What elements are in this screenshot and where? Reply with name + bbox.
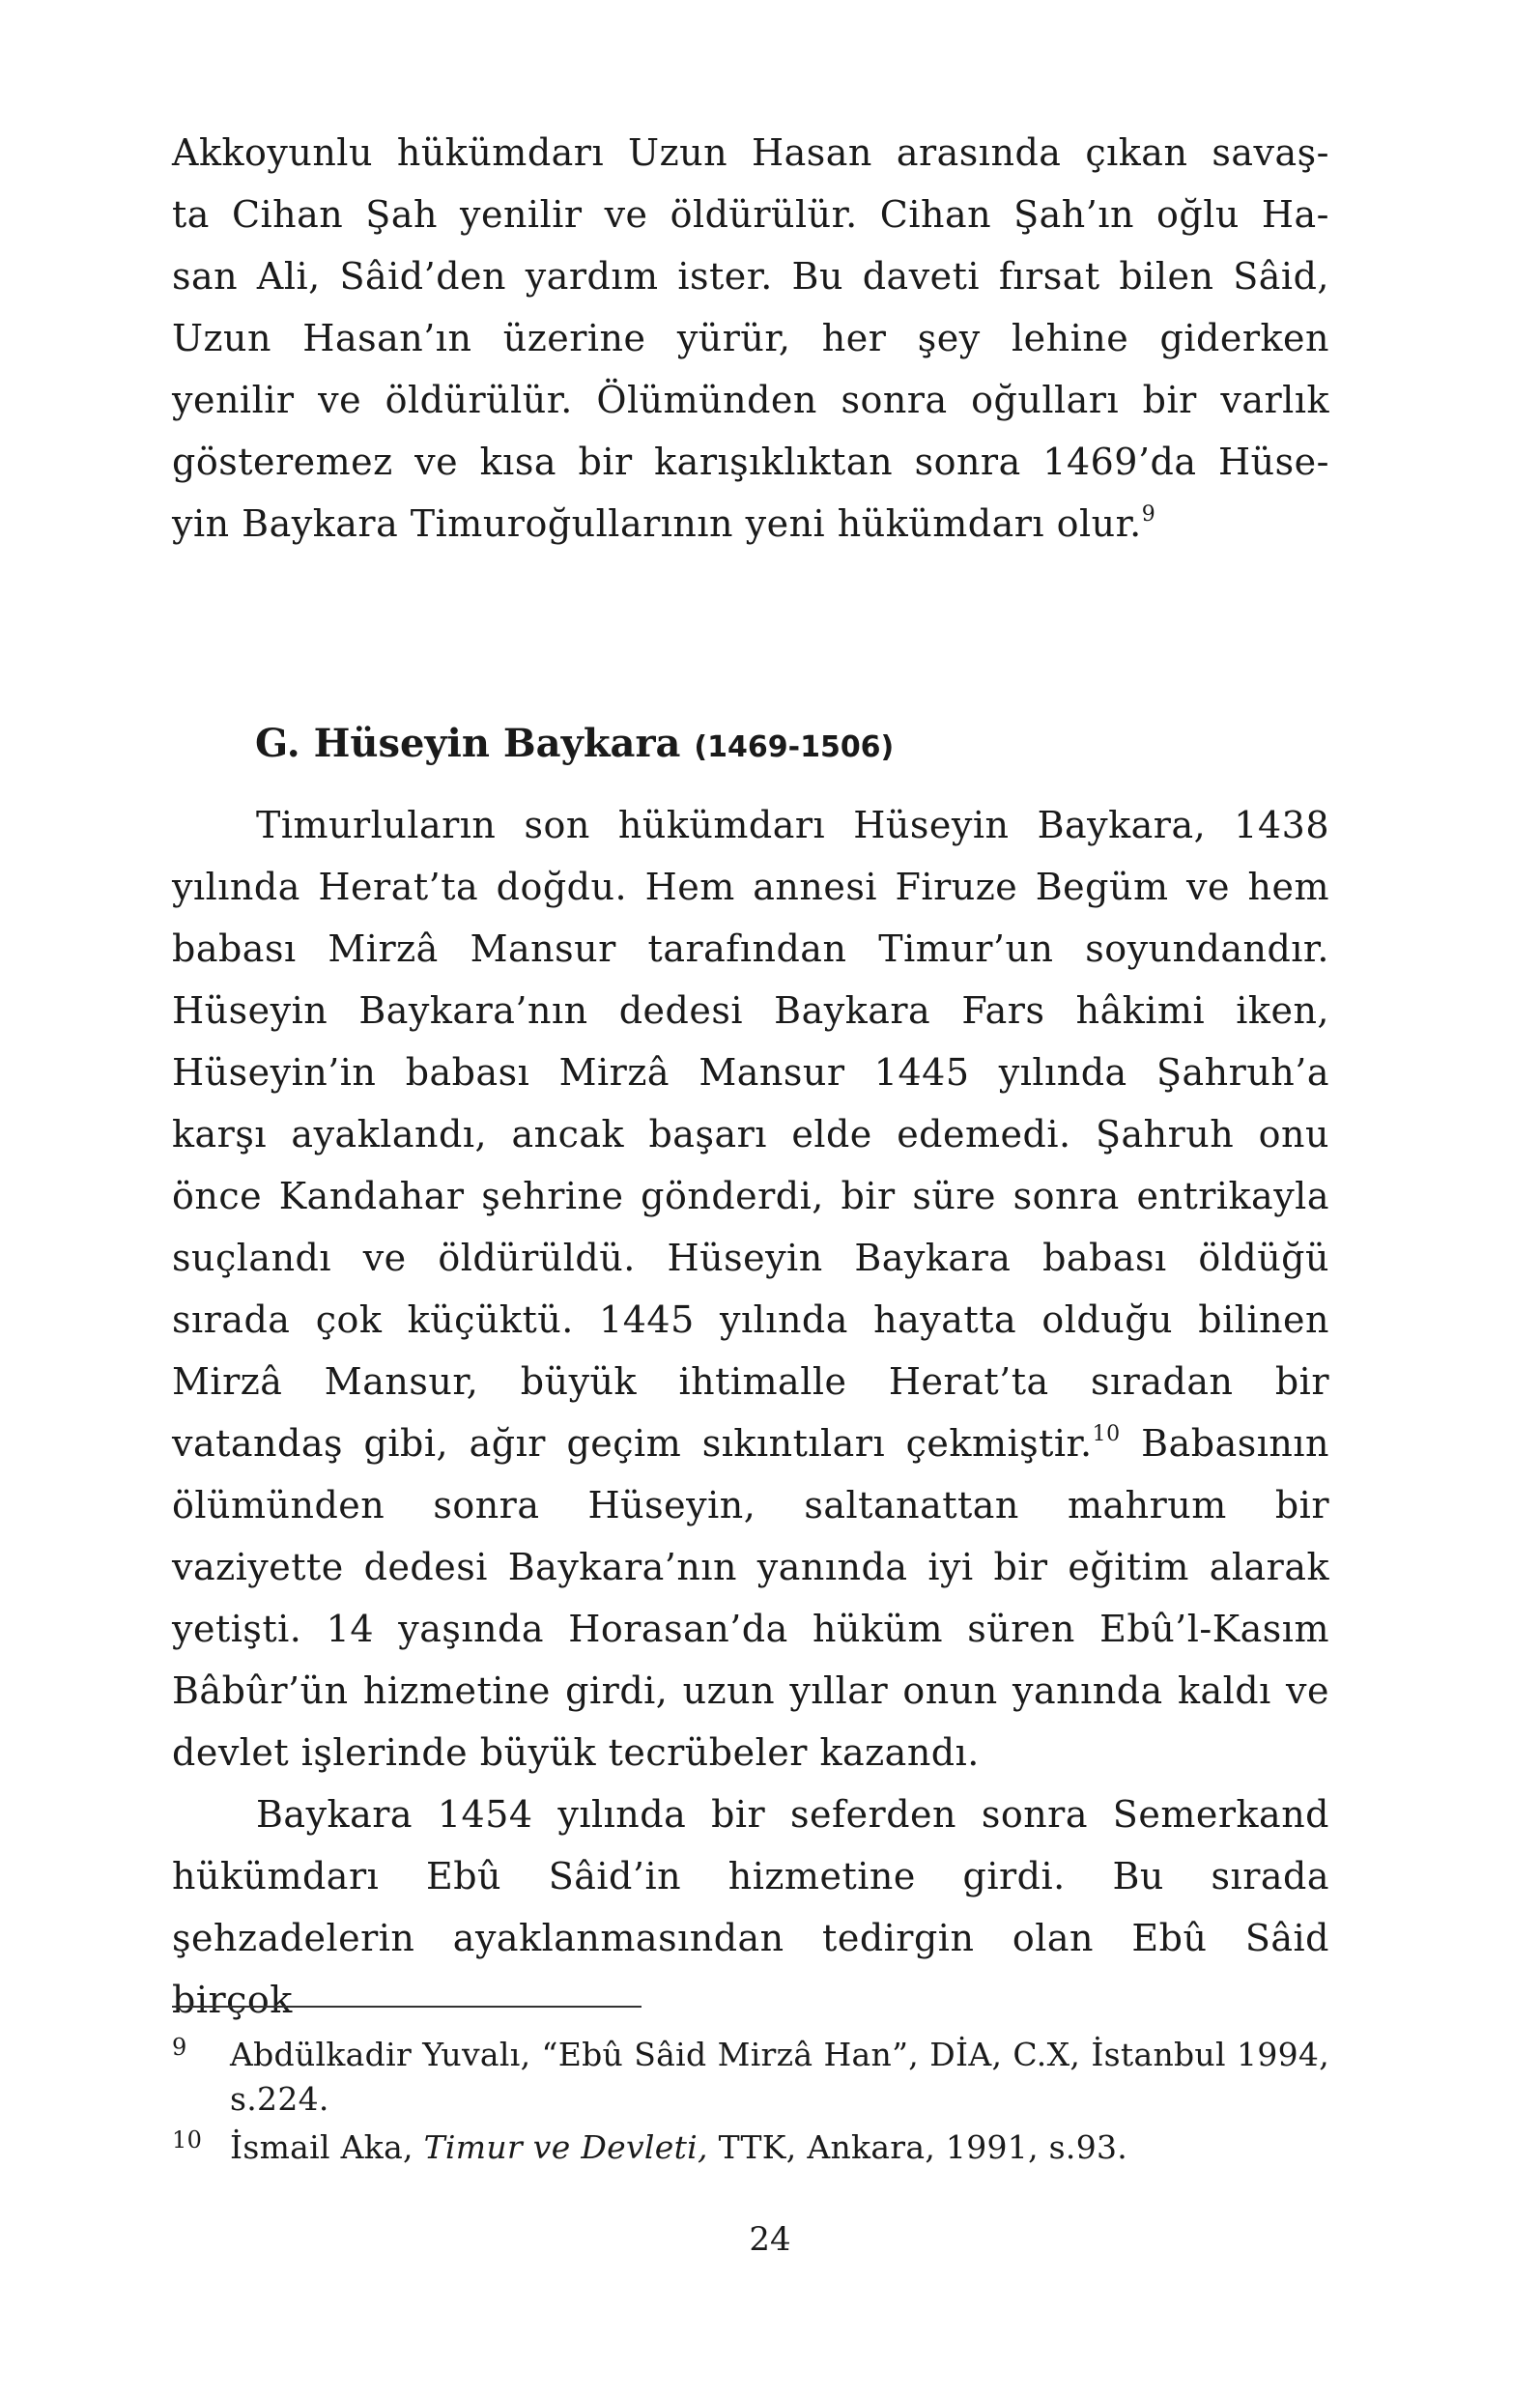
paragraph: [172, 794, 1329, 1783]
footnote-text: Abdülkadir Yuvalı, “Ebû Sâid Mirzâ Han”, DİA, C.X, İstanbul 1994, s.224.: [230, 2036, 1329, 2118]
page-number: 24: [749, 2220, 791, 2259]
footnote-separator: [172, 2006, 642, 2008]
footnote-author: İsmail Aka,: [230, 2128, 424, 2166]
text-line: Uzun Hasan’ın üzerine yürür, her şey lehine giderken: [172, 317, 1329, 359]
text-line: yenilir ve öldürülür. Ölümünden sonra oğulları bir varlık: [172, 379, 1329, 421]
section-title: G. Hüseyin Baykara: [255, 721, 681, 766]
footnote-reference: 9: [1141, 502, 1156, 527]
paragraph-text: Babasının ölümünden sonra Hüseyin, saltanattan mahrum bir vaziyette dedesi Baykara’nın yanında iyi bir eğitim alarak yetişti. 14 yaşında Horasan’da hüküm süren Ebû’l-Kasım Bâbûr’ün hizmetine girdi, uzun yıllar onun yanında kaldı ve devlet işlerinde büyük tecrübeler kazandı.: [172, 1422, 1329, 1774]
paragraph: Baykara 1454 yılında bir seferden sonra Semerkand hükümdarı Ebû Sâid’in hizmetine girdi. Bu sırada şehzadelerin ayaklanmasından tedirgin olan Ebû Sâid birçok: [172, 1793, 1329, 2021]
footnote-title: Timur ve Devleti,: [423, 2128, 708, 2166]
footnotes: [172, 2033, 1329, 2174]
text-line: ta Cihan Şah yenilir ve öldürülür. Cihan Şah’ın oğlu Ha-: [172, 193, 1329, 236]
footnote-publication: TTK, Ankara, 1991, s.93.: [707, 2128, 1128, 2166]
continuation-paragraph: [172, 122, 1329, 555]
text-line: Akkoyunlu hükümdarı Uzun Hasan arasında çıkan savaş-: [172, 131, 1329, 174]
footnote-text: [230, 2125, 1329, 2170]
footnote-item: [172, 2125, 1329, 2170]
footnote-number: 10: [172, 2126, 203, 2154]
text-line: gösteremez ve kısa bir karışıklıktan sonra 1469’da Hüse-: [172, 441, 1329, 483]
section-years: (1469-1506): [694, 730, 895, 764]
footnote-item: [172, 2033, 1329, 2122]
text-line: san Ali, Sâid’den yardım ister. Bu daveti fırsat bilen Sâid,: [172, 255, 1329, 298]
paragraph-text: Timurluların son hükümdarı Hüseyin Baykara, 1438 yılında Herat’ta doğdu. Hem annesi Firuze Begüm ve hem babası Mirzâ Mansur tarafından Timur’un soyundandır. Hüseyin Baykara’nın dedesi Baykara Fars hâkimi iken, Hüseyin’in babası Mirzâ Mansur 1445 yılında Şahruh’a karşı ayaklandı, ancak başarı elde edemedi. Şahruh onu önce Kandahar şehrine gönderdi, bir süre sonra entrikayla suçlandı ve öldürüldü. Hüseyin Baykara babası öldüğü sırada çok küçüktü. 1445 yılında hayatta olduğu bilinen Mirzâ Mansur, büyük ihtimalle Herat’ta sıradan bir vatandaş gibi, ağır geçim sıkıntıları çekmiştir.: [172, 804, 1329, 1465]
text-line-last: [172, 493, 1329, 555]
text-line-content: yin Baykara Timuroğullarının yeni hükümdarı olur.: [172, 502, 1142, 545]
footnote-reference: 10: [1092, 1422, 1121, 1446]
section-heading: [255, 713, 894, 779]
main-text: [172, 794, 1329, 2031]
footnote-number: 9: [172, 2034, 187, 2061]
